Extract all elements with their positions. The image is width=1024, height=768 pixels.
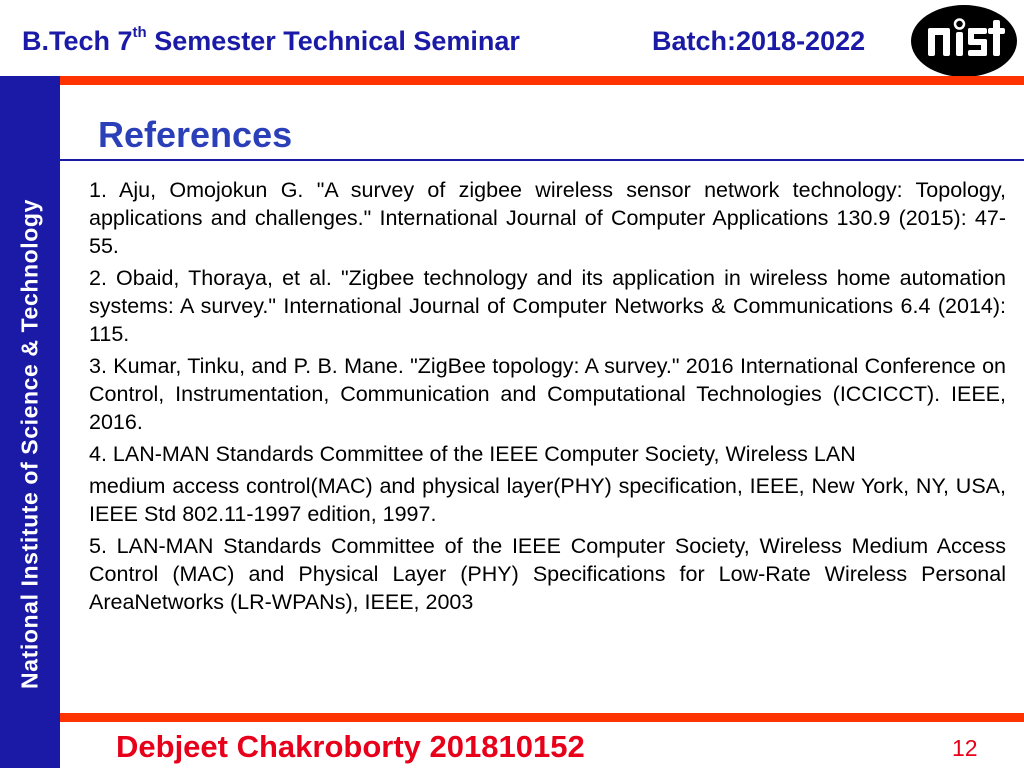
reference-item: 3. Kumar, Tinku, and P. B. Mane. "ZigBee topology: A survey." 2016 International Conference on Control, Instrumentation, Communication and Computational Technologies (ICCICCT). IEEE, 2016.	[89, 354, 1006, 434]
reference-item: 1. Aju, Omojokun G. "A survey of zigbee wireless sensor network technology: Topology, applications and challenges." International Journal of Computer Applications 130.9 (2015): 47-55.	[89, 178, 1006, 258]
batch-label: Batch:2018-2022	[652, 26, 866, 56]
nist-logo	[910, 4, 1018, 78]
seminar-title-prefix: B.Tech 7	[22, 26, 133, 56]
seminar-title-sup: th	[132, 24, 147, 41]
presenter-name: Debjeet Chakroborty 201810152	[116, 729, 585, 764]
reference-item: 5. LAN-MAN Standards Committee of the IEEE Computer Society, Wireless Medium Access Control (MAC) and Physical Layer (PHY) Specifications for Low-Rate Wireless Personal AreaNetworks (LR-WPANs), IEEE, 2003	[89, 534, 1006, 614]
header-divider-bar	[0, 76, 1024, 85]
seminar-title	[22, 26, 520, 57]
slide-title: References	[98, 114, 293, 155]
title-underline	[60, 159, 1024, 161]
institute-name: National Institute of Science & Technology	[16, 199, 43, 689]
page-number: 12	[952, 735, 978, 761]
reference-item: 4. LAN-MAN Standards Committee of the IEEE Computer Society, Wireless LAN	[89, 442, 856, 466]
reference-item-continuation: medium access control(MAC) and physical layer(PHY) specification, IEEE, New York, NY, USA, IEEE Std 802.11-1997 edition, 1997.	[89, 474, 1006, 526]
reference-item: 2. Obaid, Thoraya, et al. "Zigbee technology and its application in wireless home automation systems: A survey." International Journal of Computer Networks & Communications 6.4 (2014): 115.	[89, 266, 1006, 346]
seminar-title-suffix: Semester Technical Seminar	[146, 26, 520, 56]
references-list	[89, 176, 1006, 620]
footer-divider-bar	[60, 713, 1024, 722]
